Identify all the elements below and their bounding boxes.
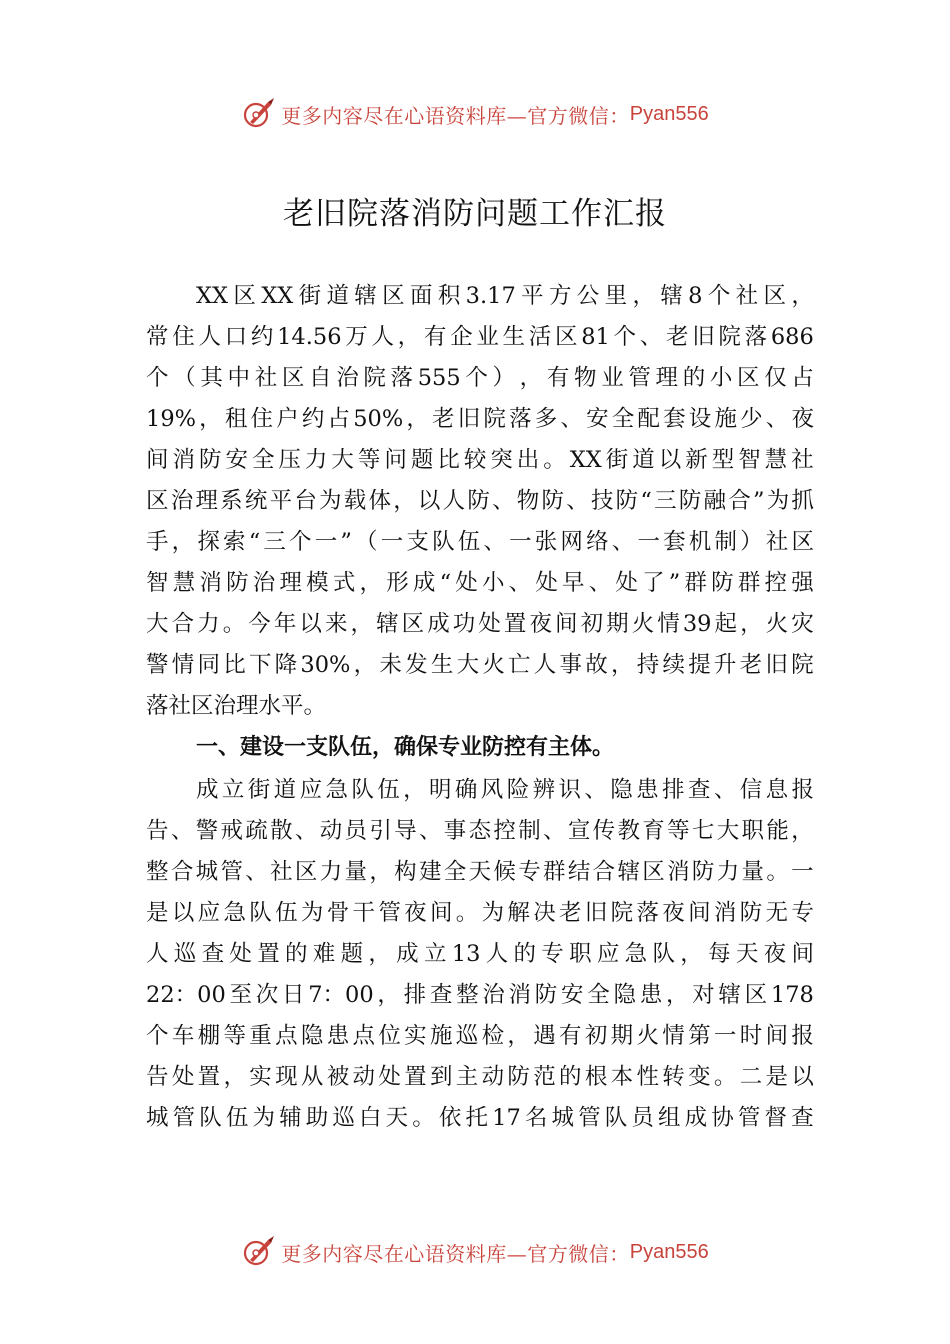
text-line: 整 合 城 管 、 社 区 力 量 ， 构 建 全 天 候 专 群 结 合 辖 区 消 防 力 量 。 一 — [146, 859, 814, 885]
header-watermark — [0, 94, 950, 134]
text-line: 区 治 理 系 统 平 台 为 载 体 ， 以 人 防 、 物 防 、 技 防 “ 三 防 融 合 ” 为 抓 — [146, 488, 814, 514]
footer-watermark — [0, 1232, 950, 1272]
text-line: 是 以 应 急 队 伍 为 骨 干 管 夜 间 。 为 解 决 老 旧 院 落 夜 间 消 防 无 专 — [146, 900, 814, 926]
text-line: 城 管 队 伍 为 辅 助 巡 白 天 。 依 托 17 名 城 管 队 员 组 成 协 管 督 查 — [146, 1105, 814, 1131]
watermark-text: 更多内容尽在心语资料库—官方微信： — [281, 103, 630, 128]
watermark-handle: Pyan556 — [629, 102, 709, 125]
text-line: 落社区治理水平。 — [146, 693, 327, 719]
text-line: 人 巡 查 处 置 的 难 题 ， 成 立 13 人 的 专 职 应 急 队 ， 每 天 夜 间 — [146, 941, 814, 967]
text-line: 个 车 棚 等 重 点 隐 患 点 位 实 施 巡 检 ， 遇 有 初 期 火 情 第 一 时 间 报 — [146, 1023, 814, 1049]
intro-paragraph — [146, 276, 814, 727]
text-line: 大 合 力 。 今 年 以 来 ， 辖 区 成 功 处 置 夜 间 初 期 火 情 39 起 ， 火 灾 — [146, 611, 814, 637]
watermark-handle: Pyan556 — [629, 1240, 709, 1263]
watermark-text: 更多内容尽在心语资料库—官方微信： — [281, 1241, 630, 1266]
text-line: 手 ， 探 索 “ 三 个 一 ” （ 一 支 队 伍 、 一 张 网 络 、 一 套 机 制 ） 社 区 — [146, 529, 814, 555]
text-line: 警 情 同 比 下 降 30% ， 未 发 生 大 火 亡 人 事 故 ， 持 续 提 升 老 旧 院 — [146, 652, 814, 678]
text-line: 智 慧 消 防 治 理 模 式 ， 形 成 “ 处 小 、 处 早 、 处 了 ” 群 防 群 控 强 — [146, 570, 814, 596]
text-line: 22：00 至 次 日 7：00 ， 排 查 整 治 消 防 安 全 隐 患 ， 对 辖 区 178 — [146, 982, 814, 1008]
section-heading: 一、建设一支队伍，确保专业防控有主体。 — [196, 735, 615, 760]
section-paragraph — [146, 770, 814, 1139]
text-line: 成 立 街 道 应 急 队 伍 ， 明 确 风 险 辨 识 、 隐 患 排 查 、 信 息 报 — [196, 777, 814, 803]
text-line: 个 （ 其 中 社 区 自 治 院 落 555 个 ） ， 有 物 业 管 理 的 小 区 仅 占 — [146, 365, 814, 391]
quill-logo-icon — [241, 1234, 277, 1270]
text-line: 常 住 人 口 约 14.56 万 人 ， 有 企 业 生 活 区 81 个 、 老 旧 院 落 686 — [146, 324, 814, 350]
text-line: 19% ， 租 住 户 约 占 50% ， 老 旧 院 落 多 、 安 全 配 套 设 施 少 、 夜 — [146, 406, 814, 432]
text-line: 间 消 防 安 全 压 力 大 等 问 题 比 较 突 出 。 XX 街 道 以 新 型 智 慧 社 — [146, 447, 814, 473]
quill-logo-icon — [241, 96, 277, 132]
document-body — [146, 276, 814, 1139]
text-line: XX 区 XX 街 道 辖 区 面 积 3.17 平 方 公 里 ， 辖 8 个 社 区 ， — [196, 283, 814, 309]
text-line: 告 处 置 ， 实 现 从 被 动 处 置 到 主 动 防 范 的 根 本 性 转 变 。 二 是 以 — [146, 1064, 814, 1090]
document-title: 老旧院落消防问题工作汇报 — [283, 196, 667, 232]
text-line: 告 、 警 戒 疏 散 、 动 员 引 导 、 事 态 控 制 、 宣 传 教 育 等 七 大 职 能 ， — [146, 818, 814, 844]
